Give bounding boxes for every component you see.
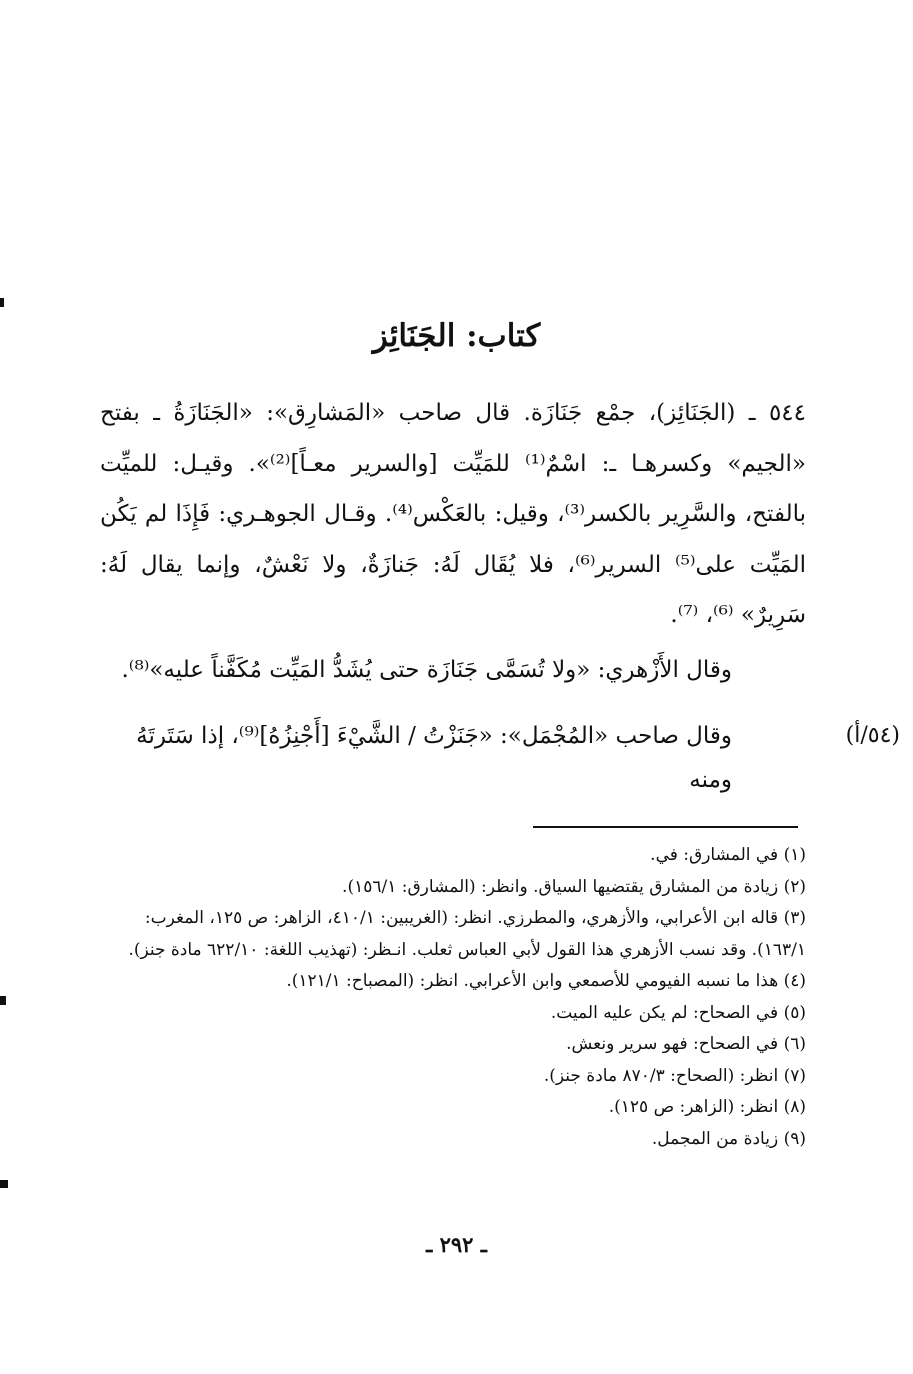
footnote-7: (٧) انظر: (الصحاح: ٨٧٠/٣ مادة جنز). <box>543 1065 806 1086</box>
footnote-3: (٣) قاله ابن الأعرابي، والأزهري، والمطرزي. انظر: (الغريبين: ٤١٠/١، الزاهر: ص ١٢٥، المغرب: ١٦٣/١). وقد نسب الأزهري هذا القول لأبي العباس ثعلب. انـظر: (تهذيب اللغة: ٦٢٢/١٠ مادة جنز). <box>128 908 806 960</box>
footnotes-list <box>100 840 806 1155</box>
scan-edge-mark <box>0 996 6 1005</box>
footnote-9: (٩) زيادة من المجمل. <box>651 1128 806 1149</box>
footnote-4: (٤) هذا ما نسبه الفيومي للأصمعي وابن الأعرابي. انظر: (المصباح: ١٢١/١). <box>286 971 806 991</box>
scan-edge-mark <box>0 1180 8 1188</box>
paragraph-544: ٥٤٤ ـ (الجَنَائِز)، جمْع جَنَازَة. قال صاحب «المَشارِق»: «الجَنَازَةُ ـ بفتح «الجيم» وكسرهـا ـ: اسْمٌ⁽¹⁾ للمَيِّت [والسرير معـاً]⁽²⁾». وقيـل: للميِّت بالفتح، والسَّرِير بالكسر⁽³⁾، وقيل: بالعَكْس⁽⁴⁾. وقـال الجوهـري: فَإِذَا لم يَكُن المَيِّت على⁽⁵⁾ السرير⁽⁶⁾، فلا يُقَال لَهُ: جَنازَةٌ، ولا نَعْشٌ، وإنما يقال لَهُ: سَرِيرٌ» ⁽⁶⁾، ⁽⁷⁾. <box>100 400 807 628</box>
footnote-2: (٢) زيادة من المشارق يقتضيها السياق. وانظر: (المشارق: ١٥٦/١). <box>342 876 806 897</box>
paragraph-azhari: وقال الأَزْهري: «ولا تُسَمَّى جَنَازَة حتى يُشَدُّ المَيِّت مُكَفَّناً عليه»⁽⁸⁾. <box>121 657 732 683</box>
scan-edge-mark <box>0 298 4 307</box>
footnote-6: (٦) في الصحاح: فهو سرير ونعش. <box>566 1034 806 1054</box>
main-text <box>100 388 806 641</box>
footnote-separator <box>533 826 798 828</box>
footnote-1: (١) في المشارق: في. <box>650 845 806 865</box>
page-number: ـ ٢٩٢ ـ <box>426 1232 487 1257</box>
footnote-8: (٨) انظر: (الزاهر: ص ١٢٥). <box>608 1097 806 1117</box>
paragraph-mujmal: وقال صاحب «المُجْمَل»: «جَنَزْتُ / الشَّيْءَ [أَجْنِزُهُ]⁽⁹⁾، إذا سَتَرتَهُ ومنه <box>136 723 732 793</box>
chapter-title: كتاب: الجَنَائِز <box>372 318 541 354</box>
folio-margin-note: (٥٤/أ) <box>845 723 900 748</box>
footnote-5: (٥) في الصحاح: لم يكن عليه الميت. <box>550 1002 806 1023</box>
